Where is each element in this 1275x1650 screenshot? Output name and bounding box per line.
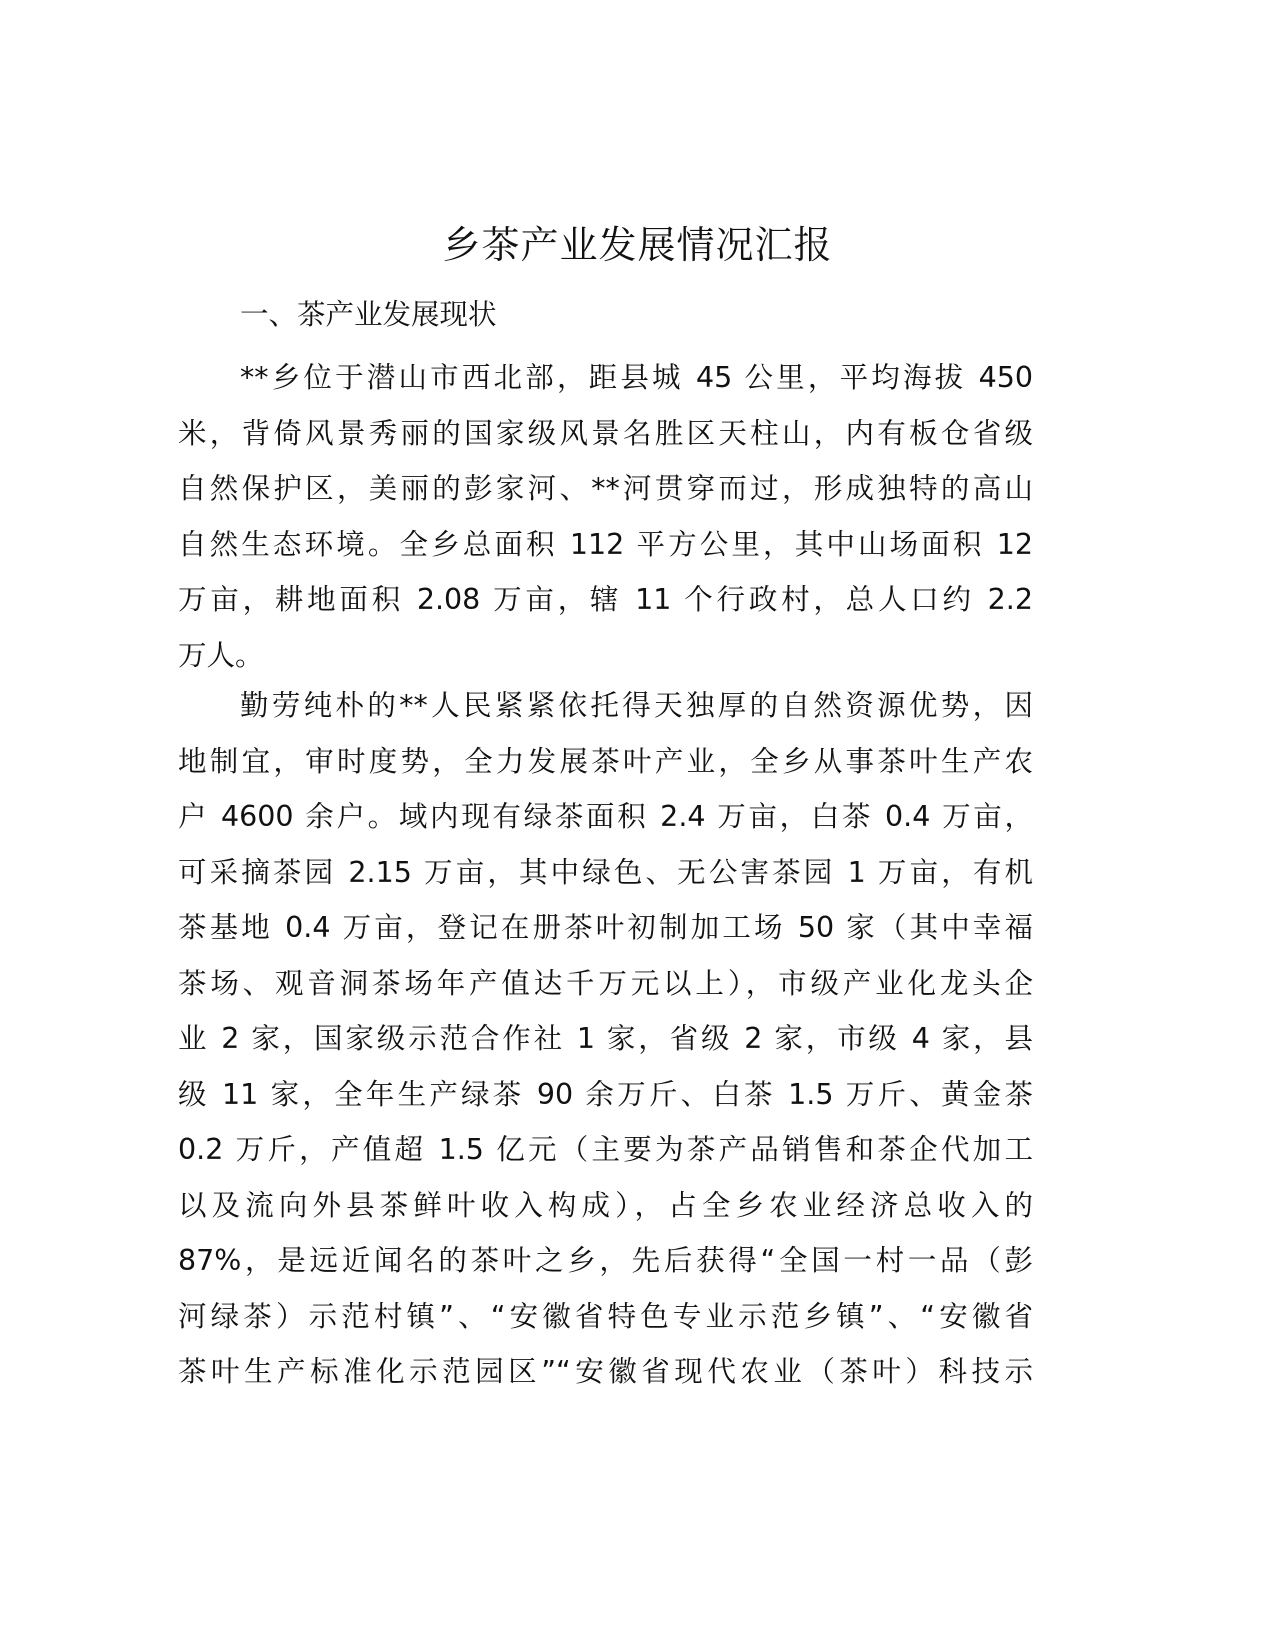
document-title: 乡茶产业发展情况汇报	[442, 223, 833, 267]
paragraph-line: 户 4600 余户。域内现有绿茶面积 2.4 万亩，白茶 0.4 万亩，	[178, 800, 1033, 833]
paragraph-line: 级 11 家，全年生产绿茶 90 余万斤、白茶 1.5 万斤、黄金茶	[178, 1077, 1033, 1111]
paragraph-line: 米，背倚风景秀丽的国家级风景名胜区天柱山，内有板仓省级	[178, 416, 1033, 450]
paragraph-line: 自然保护区，美丽的彭家河、**河贯穿而过，形成独特的高山	[178, 472, 1033, 505]
paragraph-line: 勤劳纯朴的**人民紧紧依托得天独厚的自然资源优势，因	[240, 689, 1033, 722]
paragraph-line: 万亩，耕地面积 2.08 万亩，辖 11 个行政村，总人口约 2.2	[178, 583, 1033, 616]
paragraph-line: 茶叶生产标准化示范园区”“安徽省现代农业（茶叶）科技示	[178, 1355, 1033, 1388]
paragraph-line: 茶场、观音洞茶场年产值达千万元以上），市级产业化龙头企	[178, 966, 1033, 1000]
paragraph-line: 自然生态环境。全乡总面积 112 平方公里，其中山场面积 12	[178, 527, 1033, 561]
paragraph-line: 河绿茶）示范村镇”、“安徽省特色专业示范乡镇”、“安徽省	[178, 1299, 1033, 1333]
paragraph-line: 地制宜，审时度势，全力发展茶叶产业，全乡从事茶叶生产农	[178, 744, 1033, 778]
section-heading: 一、茶产业发展现状	[240, 298, 497, 331]
paragraph-overview	[178, 350, 1033, 683]
paragraph-line: 茶基地 0.4 万亩，登记在册茶叶初制加工场 50 家（其中幸福	[178, 911, 1033, 944]
paragraph-line: 可采摘茶园 2.15 万亩，其中绿色、无公害茶园 1 万亩，有机	[178, 855, 1033, 889]
paragraph-tea-industry	[178, 678, 1033, 1400]
paragraph-line: 万人。	[178, 638, 264, 672]
paragraph-line: **乡位于潜山市西北部，距县城 45 公里，平均海拔 450	[240, 361, 1033, 394]
paragraph-line: 以及流向外县茶鲜叶收入构成），占全乡农业经济总收入的	[178, 1188, 1033, 1222]
paragraph-line: 87%，是远近闻名的茶叶之乡，先后获得“全国一村一品（彭	[178, 1244, 1033, 1277]
paragraph-line: 业 2 家，国家级示范合作社 1 家，省级 2 家，市级 4 家，县	[178, 1022, 1033, 1055]
paragraph-line: 0.2 万斤，产值超 1.5 亿元（主要为茶产品销售和茶企代加工	[178, 1133, 1033, 1166]
